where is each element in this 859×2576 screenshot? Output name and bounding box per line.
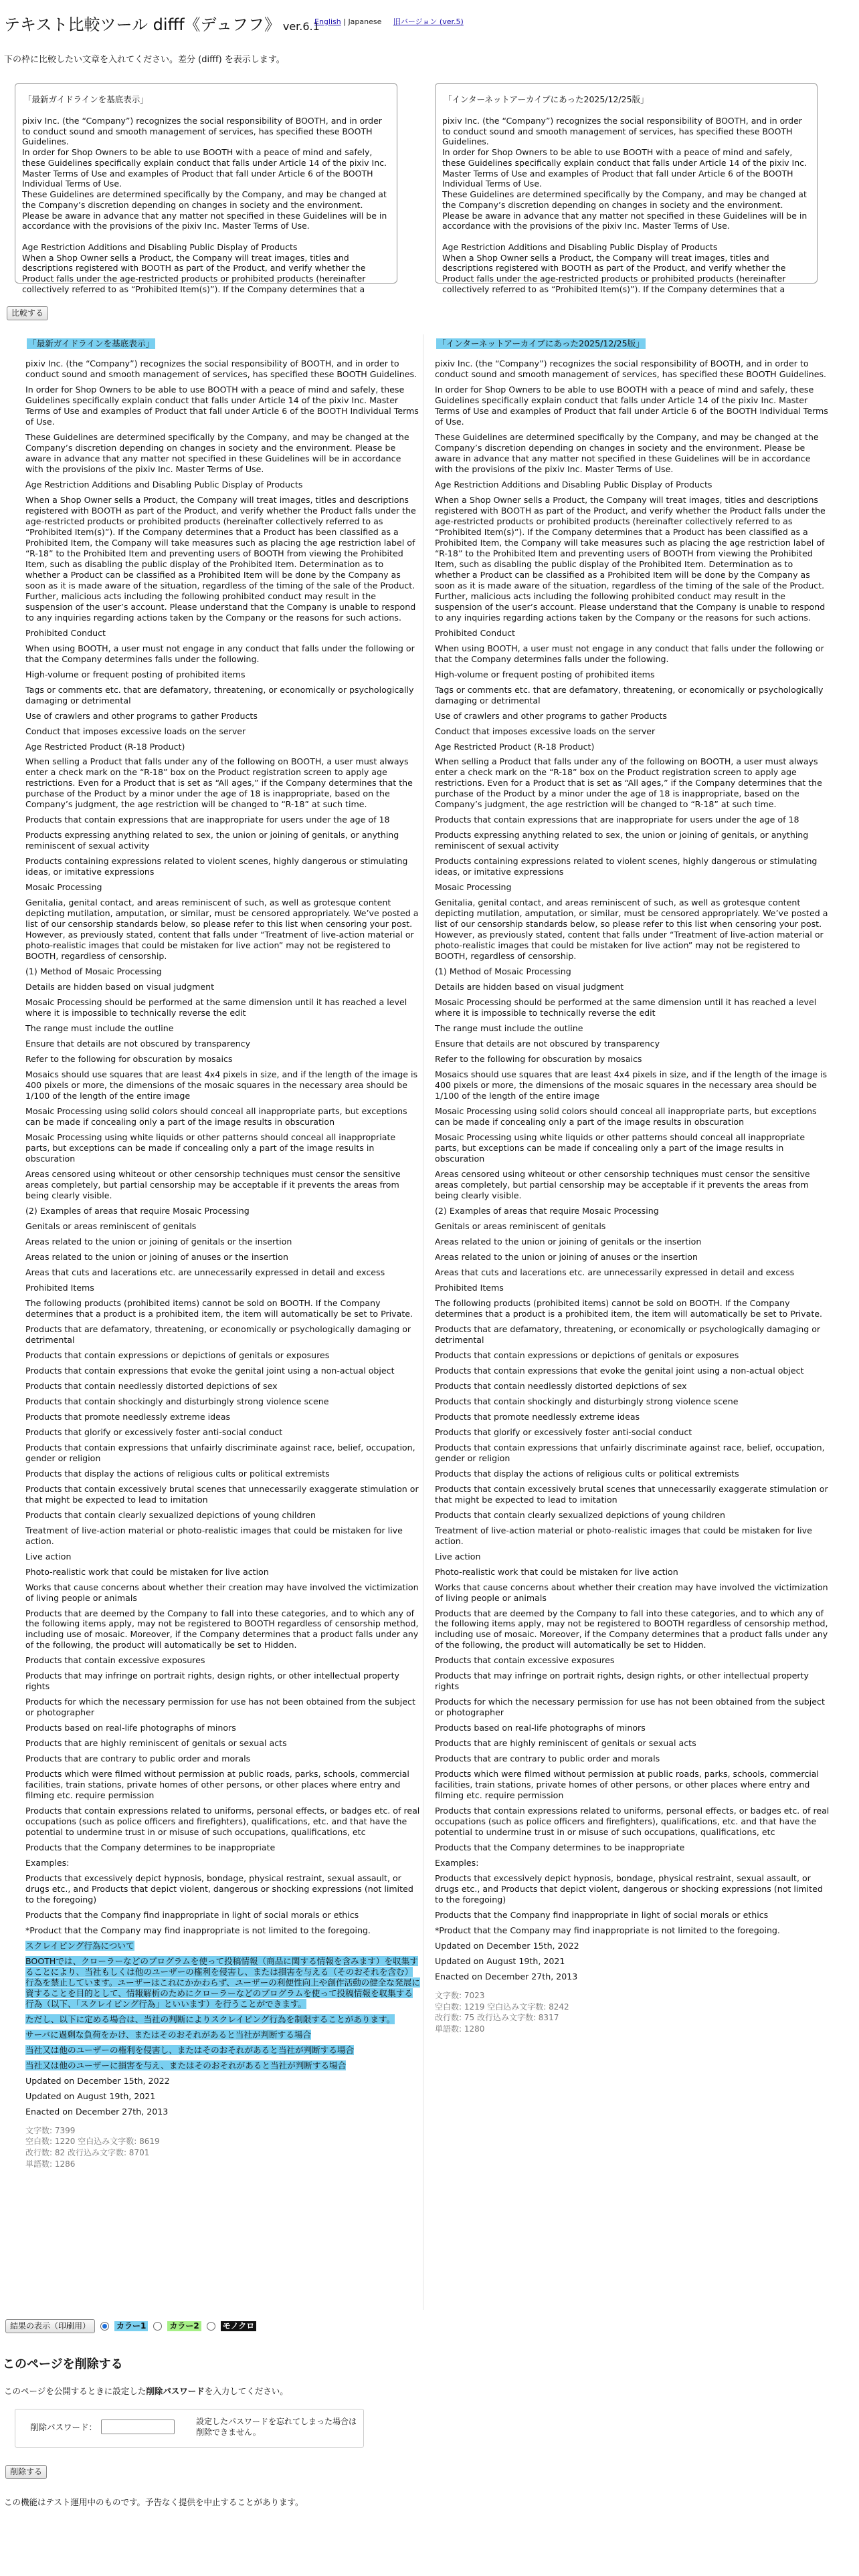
- diff-paragraph: Products that contain excessively brutal scenes that unnecessarily exaggerate stimulation or that might be expected to lead to imitation: [25, 1483, 419, 1505]
- diff-paragraph: Products that are defamatory, threatening, or economically or psychologically damaging or detrimental: [25, 1323, 411, 1345]
- lang-english-link[interactable]: English: [314, 17, 341, 26]
- diff-paragraph: In order for Shop Owners to be able to use BOOTH with a peace of mind and safely, these Guidelines specifically explain conduct that falls under Article 14 of the pixiv Inc. Master Terms of Use and examples of Product that fall under Article 6 of the BOOTH Individual Terms of Use.: [25, 384, 419, 427]
- diff-paragraph: Examples:: [25, 1858, 70, 1868]
- diff-paragraph: Conduct that imposes excessive loads on the server: [435, 726, 656, 736]
- stat-line: 文字数: 7399: [25, 2125, 76, 2135]
- diff-paragraph: When a Shop Owner sells a Product, the Company will treat images, titles and descriptions registered with BOOTH as part of the Product, and verify whether the Product falls under the age-restricted products or prohibited products (hereinafter collectively referred to as “Prohibited Item(s)”). If the Company determines that a Product has been classified as a Prohibited Item, the Company will take measures such as placing the age restriction label of “R-18” to the Prohibited Item and preventing users of BOOTH from viewing the Prohibited Item, such as disabling the public display of the Prohibited Item. Determination as to whether a Product can be classified as a Prohibited Item will be done by the Company as soon as it is made aware of the situation, regardless of the timing of the sale of the Product. Further, malicious acts including the following prohibited conduct may result in the suspension of the user’s account. Please understand that the Company is unable to respond to any inquiries regarding actions taken by the Company or the reasons for such actions.: [25, 494, 416, 623]
- left-tail: [25, 2076, 420, 2117]
- diff-paragraph: Mosaic Processing should be performed at the same dimension until it has reached a level where it is impossible to technically reverse the edit: [25, 997, 407, 1018]
- diff-paragraph: Ensure that details are not obscured by transparency: [25, 1039, 251, 1049]
- diff-paragraph: (1) Method of Mosaic Processing: [435, 966, 571, 977]
- diff-paragraph: Details are hidden based on visual judgment: [25, 982, 215, 992]
- right-input-text: pixiv Inc. (the “Company”) recognizes the social responsibility of BOOTH, and in order to conduct sound and smooth management of services, has specified these BOOTH Guidelines. In order for Shop Owners to be able to use BOOTH with a peace of mind and safely, these Guidelines specifically explain conduct that falls under Article 14 of the pixiv Inc. Master Terms of Use and examples of Product that fall under Article 6 of the BOOTH Individual Terms of Use. These Guidelines are determined specifically by the Company, and may be changed at the Company’s discretion depending on changes in society and the environment. Please be aware in advance that any matter not specified in these Guidelines will be in accordance with the provisions of the pixiv Inc. Master Terms of Use. Age Restriction Additions and Disabling Public Display of Products When a Shop Owner sells a Product, the Company will treat images, titles and descriptions registered with BOOTH as part of the Product, and verify whether the Product falls under the age-restricted products or prohibited products (hereinafter collectively referred to as “Prohibited Item(s)”). If the Company determines that a: [442, 115, 807, 294]
- diff-paragraph: Mosaic Processing: [435, 882, 512, 893]
- diff-paragraph: Photo-realistic work that could be mistaken for live action: [435, 1566, 678, 1577]
- diff-result: [13, 334, 840, 2310]
- diff-paragraph: Genitalia, genital contact, and areas reminiscent of such, as well as grotesque content depicting mutilation, amputation, or similar, must be censored appropriately. We’ve posted a list of our censorship standards below, so please refer to this list when censoring your post. However, as previously stated, content that falls under “Treatment of live-action material or photo-realistic images that could be mistaken for live action” may not be registered to BOOTH, regardless of censorship.: [435, 897, 828, 962]
- diff-paragraph: Products that contain expressions related to uniforms, personal effects, or badges etc. of real occupations (such as police officers and firefighters), qualifications, etc. and that have the potential to undermine trust in or misuse of such occupations, qualifications, etc: [25, 1806, 420, 1838]
- diff-paragraph: Products that contain shockingly and disturbingly strong violence scene: [435, 1396, 739, 1406]
- diff-paragraph: Products containing expressions related to violent scenes, highly dangerous or stimulating ideas, or imitative expressions: [25, 856, 408, 877]
- lang-japanese-current: Japanese: [348, 17, 382, 26]
- diff-paragraph: When using BOOTH, a user must not engage in any conduct that falls under the following or that the Company determines falls under the following.: [435, 643, 824, 664]
- diff-paragraph: Products that may infringe on portrait rights, design rights, or other intellectual property rights: [25, 1671, 399, 1692]
- left-input-text: pixiv Inc. (the “Company”) recognizes the social responsibility of BOOTH, and in order to conduct sound and smooth management of services, has specified these BOOTH Guidelines. In order for Shop Owners to be able to use BOOTH with a peace of mind and safely, these Guidelines specifically explain conduct that falls under Article 14 of the pixiv Inc. Master Terms of Use and examples of Product that fall under Article 6 of the BOOTH Individual Terms of Use. These Guidelines are determined specifically by the Company, and may be changed at the Company’s discretion depending on changes in society and the environment. Please be aware in advance that any matter not specified in these Guidelines will be in accordance with the provisions of the pixiv Inc. Master Terms of Use. Age Restriction Additions and Disabling Public Display of Products When a Shop Owner sells a Product, the Company will treat images, titles and descriptions registered with BOOTH as part of the Product, and verify whether the Product falls under the age-restricted products or prohibited products (hereinafter collectively referred to as “Prohibited Item(s)”). If the Company determines that a: [22, 115, 387, 294]
- delete-heading: このページを削除する: [3, 2357, 123, 2371]
- diff-paragraph: Products that contain needlessly distorted depictions of sex: [25, 1380, 278, 1391]
- diff-paragraph: Products that excessively depict hypnosis, bondage, physical restraint, sexual assault, or drugs etc., and Products that depict violent, dangerous or shocking expressions (not limited to the foregoing): [435, 1873, 823, 1905]
- diff-paragraph: Products that may infringe on portrait rights, design rights, or other intellectual property rights: [435, 1671, 809, 1692]
- diff-paragraph: Products that the Company find inappropriate in light of social morals or ethics: [435, 1910, 769, 1921]
- diff-paragraph: Products which were filmed without permission at public roads, parks, schools, commercial facilities, train stations, private homes of other persons, or other places where entry and filming etc. require permission: [435, 1769, 819, 1801]
- diff-paragraph: Areas related to the union or joining of anuses or the insertion: [25, 1251, 288, 1262]
- diff-paragraph: Mosaic Processing using white liquids or other patterns should conceal all inappropriate parts, but exceptions can be made if concealing only a part of the image results in obscuration: [435, 1132, 805, 1164]
- diff-paragraph: Mosaic Processing using white liquids or other patterns should conceal all inappropriate parts, but exceptions can be made if concealing only a part of the image results in obscuration: [25, 1132, 396, 1164]
- stat-line: 改行数: 82 改行込み文字数: 8701: [25, 2148, 150, 2157]
- diff-paragraph: Ensure that details are not obscured by transparency: [435, 1039, 660, 1049]
- stat-line: 文字数: 7023: [435, 1991, 485, 2001]
- right-common-paragraphs: [435, 358, 830, 1936]
- password-input[interactable]: [101, 2420, 175, 2434]
- diff-paragraph: (2) Examples of areas that require Mosaic Processing: [435, 1205, 659, 1216]
- diff-paragraph: *Product that the Company may find inappropriate is not limited to the foregoing.: [435, 1925, 780, 1936]
- diff-paragraph: Products that the Company determines to be inappropriate: [25, 1842, 276, 1853]
- diff-paragraph: Refer to the following for obscuration by mosaics: [25, 1054, 233, 1065]
- color1-label: カラー1: [114, 2321, 148, 2331]
- delete-description: [4, 2386, 288, 2397]
- diff-paragraph: Products that display the actions of religious cults or political extremists: [25, 1468, 330, 1479]
- diff-paragraph: Works that cause concerns about whether their creation may have involved the victimization of living people or animals: [25, 1582, 419, 1603]
- stat-line: 単語数: 1286: [25, 2159, 76, 2169]
- diff-paragraph: Products for which the necessary permission for use has not been obtained from the subject or photographer: [435, 1697, 825, 1718]
- diff-paragraph: Products expressing anything related to sex, the union or joining of genitals, or anything reminiscent of sexual activity: [435, 830, 809, 851]
- diff-paragraph: Products that excessively depict hypnosis, bondage, physical restraint, sexual assault, or drugs etc., and Products that depict violent, dangerous or shocking expressions (not limited to the foregoing): [25, 1873, 413, 1905]
- diff-paragraph: Areas related to the union or joining of genitals or the insertion: [25, 1236, 292, 1247]
- diff-paragraph: Photo-realistic work that could be mistaken for live action: [25, 1566, 269, 1577]
- right-input-label: 「インターネットアーカイブにあった2025/12/25版」: [444, 94, 649, 104]
- diff-paragraph: Works that cause concerns about whether their creation may have involved the victimization of living people or animals: [435, 1582, 828, 1603]
- diff-paragraph: Age Restricted Product (R-18 Product): [25, 741, 185, 752]
- diff-paragraph: When selling a Product that falls under any of the following on BOOTH, a user must always enter a check mark on the “R-18” box on the Product registration screen to apply age restrictions. Even for a Product that is set as “All ages,” if the Company determines that the purchase of the Product by a minor under the age of 18 is inappropriate, based on the Company’s judgment, the age restriction will be changed to “R-18” at such time.: [435, 756, 822, 810]
- added-paragraph: スクレイピング行為について: [25, 1941, 134, 1951]
- page-title: [4, 15, 320, 35]
- color2-radio[interactable]: [153, 2322, 162, 2331]
- language-switch: [314, 17, 464, 27]
- diff-paragraph: Products that contain expressions related to uniforms, personal effects, or badges etc. of real occupations (such as police officers and firefighters), qualifications, etc. and that have the potential to undermine trust in or misuse of such occupations, qualifications, etc: [435, 1806, 830, 1838]
- stat-line: 改行数: 75 改行込み文字数: 8317: [435, 2013, 559, 2023]
- diff-paragraph: Products that contain expressions that unfairly discriminate against race, belief, occupation, gender or religion: [435, 1442, 825, 1463]
- diff-paragraph: Treatment of live-action material or photo-realistic images that could be mistaken for live action.: [25, 1525, 403, 1546]
- diff-paragraph: Mosaic Processing using solid colors should conceal all inappropriate parts, but exceptions can be made if concealing only a part of the image results in obscuration: [435, 1106, 817, 1128]
- diff-paragraph: Products that display the actions of religious cults or political extremists: [435, 1468, 739, 1479]
- diff-paragraph: Products that contain expressions that are inappropriate for users under the age of 18: [435, 815, 799, 825]
- diff-paragraph: Refer to the following for obscuration by mosaics: [435, 1054, 642, 1065]
- diff-paragraph: Products based on real-life photographs of minors: [435, 1723, 646, 1733]
- diff-paragraph: Products based on real-life photographs of minors: [25, 1723, 236, 1733]
- diff-paragraph: Products that contain excessively brutal scenes that unnecessarily exaggerate stimulation or that might be expected to lead to imitation: [435, 1483, 828, 1505]
- diff-paragraph: Areas related to the union or joining of anuses or the insertion: [435, 1251, 698, 1262]
- diff-paragraph: Conduct that imposes excessive loads on the server: [25, 726, 246, 736]
- tail-line: Updated on December 15th, 2022: [435, 1941, 579, 1951]
- diff-paragraph: Prohibited Conduct: [435, 627, 515, 638]
- diff-paragraph: In order for Shop Owners to be able to use BOOTH with a peace of mind and safely, these Guidelines specifically explain conduct that falls under Article 14 of the pixiv Inc. Master Terms of Use and examples of Product that fall under Article 6 of the BOOTH Individual Terms of Use.: [435, 384, 828, 427]
- diff-paragraph: High-volume or frequent posting of prohibited items: [25, 669, 246, 679]
- diff-paragraph: pixiv Inc. (the “Company”) recognizes the social responsibility of BOOTH, and in order to conduct sound and smooth management of services, has specified these BOOTH Guidelines.: [25, 358, 417, 379]
- diff-paragraph: The following products (prohibited items) cannot be sold on BOOTH. If the Company determines that a product is a prohibited item, the item will automatically be set to Private.: [25, 1297, 413, 1319]
- app-title-text: テキスト比較ツール difff《デュフフ》: [4, 15, 280, 34]
- diff-paragraph: Products that contain needlessly distorted depictions of sex: [435, 1380, 687, 1391]
- diff-paragraph: The range must include the outline: [25, 1023, 174, 1034]
- color1-radio[interactable]: [100, 2322, 109, 2331]
- tail-line: Updated on December 15th, 2022: [25, 2075, 170, 2086]
- diff-paragraph: The range must include the outline: [435, 1023, 583, 1034]
- delete-desc-after: を入力してください。: [204, 2386, 288, 2396]
- display-options: [5, 2319, 256, 2333]
- stat-line: 空白数: 1219 空白込み文字数: 8242: [435, 2002, 569, 2012]
- diff-paragraph: When selling a Product that falls under any of the following on BOOTH, a user must always enter a check mark on the “R-18” box on the Product registration screen to apply age restrictions. Even for a Product that is set as “All ages,” if the Company determines that the purchase of the Product by a minor under the age of 18 is inappropriate, based on the Company’s judgment, the age restriction will be changed to “R-18” at such time.: [25, 756, 413, 810]
- added-paragraph: 当社又は他のユーザーの権利を侵害し、またはそのおそれがあると当社が判断する場合: [25, 2044, 355, 2055]
- diff-paragraph: Products that promote needlessly extreme ideas: [25, 1411, 231, 1422]
- diff-paragraph: Products that contain excessive exposures: [25, 1655, 205, 1666]
- diff-paragraph: Prohibited Items: [25, 1282, 94, 1293]
- left-result-column: [25, 334, 420, 2169]
- diff-paragraph: When using BOOTH, a user must not engage in any conduct that falls under the following or that the Company determines falls under the following.: [25, 643, 415, 664]
- tail-line: Updated on August 19th, 2021: [435, 1956, 565, 1967]
- right-result-title: 「インターネットアーカイブにあった2025/12/25版」: [438, 338, 644, 348]
- left-result-title: 「最新ガイドラインを基底表示」: [28, 338, 155, 348]
- diff-paragraph: These Guidelines are determined specifically by the Company, and may be changed at the Company’s discretion depending on changes in society and the environment. Please be aware in advance that any matter not specified in these Guidelines will be in accordance with the provisions of the pixiv Inc. Master Terms of Use.: [435, 431, 819, 474]
- old-version-link[interactable]: 旧バージョン (ver.5): [393, 17, 464, 26]
- diff-paragraph: Areas censored using whiteout or other censorship techniques must censor the sensitive areas completely, but partial censorship may be acceptable if it prevents the areas from being clearly visible.: [25, 1168, 401, 1200]
- delete-button[interactable]: 削除する: [5, 2465, 47, 2479]
- mono-label: モノクロ: [221, 2321, 257, 2331]
- diff-paragraph: Areas censored using whiteout or other censorship techniques must censor the sensitive areas completely, but partial censorship may be acceptable if it prevents the areas from being clearly visible.: [435, 1168, 810, 1200]
- password-label: 削除パスワード：: [30, 2422, 98, 2432]
- right-textarea[interactable]: [435, 83, 818, 294]
- compare-button[interactable]: 比較する: [7, 306, 48, 320]
- diff-paragraph: Products that contain expressions that are inappropriate for users under the age of 18: [25, 815, 390, 825]
- diff-paragraph: *Product that the Company may find inappropriate is not limited to the foregoing.: [25, 1925, 371, 1936]
- diff-paragraph: Products that are deemed by the Company to fall into these categories, and to which any of the following items apply, may not be registered to BOOTH regardless of censorship method, including use of mosaic. Moreover, if the Company determines that a product falls under any of the following, the product will automatically be set to Hidden.: [25, 1608, 419, 1650]
- diff-paragraph: Products that are highly reminiscent of genitals or sexual acts: [25, 1738, 287, 1749]
- added-paragraph: ただし、以下に定める場合は、当社の判断によりスクレイピング行為を制限することがあります。: [25, 2014, 395, 2025]
- diff-paragraph: Use of crawlers and other programs to gather Products: [435, 710, 667, 721]
- diff-paragraph: These Guidelines are determined specifically by the Company, and may be changed at the Company’s discretion depending on changes in society and the environment. Please be aware in advance that any matter not specified in these Guidelines will be in accordance with the provisions of the pixiv Inc. Master Terms of Use.: [25, 431, 409, 474]
- tail-line: Updated on August 19th, 2021: [25, 2090, 156, 2101]
- diff-paragraph: High-volume or frequent posting of prohibited items: [435, 669, 655, 679]
- left-common-paragraphs: [25, 358, 420, 1936]
- diff-paragraph: Tags or comments etc. that are defamatory, threatening, or economically or psychologically damaging or detrimental: [435, 684, 824, 706]
- diff-paragraph: Mosaic Processing: [25, 882, 102, 893]
- diff-paragraph: Age Restriction Additions and Disabling Public Display of Products: [435, 479, 712, 490]
- diff-paragraph: Products that contain clearly sexualized depictions of young children: [25, 1509, 316, 1520]
- diff-paragraph: Details are hidden based on visual judgment: [435, 982, 624, 992]
- diff-paragraph: Products that contain expressions that evoke the genital joint using a non-actual object: [25, 1365, 395, 1376]
- diff-paragraph: (2) Examples of areas that require Mosaic Processing: [25, 1205, 250, 1216]
- diff-paragraph: Products that are contrary to public order and morals: [435, 1753, 660, 1764]
- tail-line: Enacted on December 27th, 2013: [25, 2106, 169, 2117]
- diff-paragraph: Products that the Company find inappropriate in light of social morals or ethics: [25, 1910, 359, 1921]
- diff-paragraph: Products that contain expressions or depictions of genitals or exposures: [435, 1350, 739, 1360]
- diff-paragraph: Products that promote needlessly extreme ideas: [435, 1411, 640, 1422]
- diff-paragraph: Products that contain clearly sexualized depictions of young children: [435, 1509, 725, 1520]
- diff-paragraph: Mosaic Processing using solid colors should conceal all inappropriate parts, but exceptions can be made if concealing only a part of the image results in obscuration: [25, 1106, 407, 1128]
- diff-paragraph: Products that are contrary to public order and morals: [25, 1753, 251, 1764]
- version-label: ver.6.1: [282, 20, 320, 33]
- right-result-column: [435, 334, 830, 2034]
- password-note: 設定したパスワードを忘れてしまった場合は削除できません。: [196, 2417, 357, 2438]
- left-added-paragraphs: [25, 1941, 420, 2071]
- print-result-button[interactable]: 結果の表示（印刷用）: [5, 2319, 95, 2333]
- header: [0, 0, 859, 43]
- mono-radio[interactable]: [207, 2322, 215, 2331]
- diff-paragraph: pixiv Inc. (the “Company”) recognizes the social responsibility of BOOTH, and in order to conduct sound and smooth management of services, has specified these BOOTH Guidelines.: [435, 358, 827, 379]
- diff-paragraph: Products that contain expressions or depictions of genitals or exposures: [25, 1350, 330, 1360]
- diff-paragraph: When a Shop Owner sells a Product, the Company will treat images, titles and descriptions registered with BOOTH as part of the Product, and verify whether the Product falls under the age-restricted products or prohibited products (hereinafter collectively referred to as “Prohibited Item(s)”). If the Company determines that a Product has been classified as a Prohibited Item, the Company will take measures such as placing the age restriction label of “R-18” to the Prohibited Item and preventing users of BOOTH from viewing the Prohibited Item, such as disabling the public display of the Prohibited Item. Determination as to whether a Product can be classified as a Prohibited Item will be done by the Company as soon as it is made aware of the situation, regardless of the timing of the sale of the Product. Further, malicious acts including the following prohibited conduct may result in the suspension of the user’s account. Please understand that the Company is unable to respond to any inquiries regarding actions taken by the Company or the reasons for such actions.: [435, 494, 826, 623]
- diff-paragraph: Mosaic Processing should be performed at the same dimension until it has reached a level where it is impossible to technically reverse the edit: [435, 997, 817, 1018]
- diff-paragraph: Age Restricted Product (R-18 Product): [435, 741, 595, 752]
- diff-paragraph: Areas related to the union or joining of genitals or the insertion: [435, 1236, 702, 1247]
- diff-paragraph: Products that the Company determines to be inappropriate: [435, 1842, 685, 1853]
- added-paragraph: BOOTHでは、クローラーなどのプログラムを使って投稿情報（商品に関する情報を含みます）を収集することにより、当社もしくは他のユーザーの権利を侵害し、または損害を与える（そのおそれを含む）行為を禁止しています。ユーザーはこれにかかわらず、ユーザーの利便性向上や創作活動の健全な発展に資することを目的として、情報解析のためにクローラーなどのプログラムを使って投稿情報を収集する行為（以下、「スクレイピング行為」といいます）を行うことができます。: [25, 1956, 420, 2010]
- diff-paragraph: Live action: [25, 1551, 72, 1562]
- diff-paragraph: Prohibited Conduct: [25, 627, 106, 638]
- diff-paragraph: Genitals or areas reminiscent of genitals: [435, 1220, 606, 1231]
- diff-paragraph: Products containing expressions related to violent scenes, highly dangerous or stimulating ideas, or imitative expressions: [435, 856, 818, 877]
- diff-paragraph: Products that are deemed by the Company to fall into these categories, and to which any of the following items apply, may not be registered to BOOTH regardless of censorship method, including use of mosaic. Moreover, if the Company determines that a product falls under any of the following, the product will automatically be set to Hidden.: [435, 1608, 828, 1650]
- color2-label: カラー2: [167, 2321, 201, 2331]
- left-input-label: 「最新ガイドラインを基底表示」: [23, 94, 149, 104]
- diff-paragraph: Products that glorify or excessively foster anti-social conduct: [25, 1426, 283, 1437]
- diff-paragraph: Examples:: [435, 1858, 479, 1868]
- diff-paragraph: (1) Method of Mosaic Processing: [25, 966, 162, 977]
- diff-paragraph: Products that contain expressions that unfairly discriminate against race, belief, occupation, gender or religion: [25, 1442, 415, 1463]
- diff-paragraph: Live action: [435, 1551, 481, 1562]
- diff-paragraph: Products that glorify or excessively foster anti-social conduct: [435, 1426, 692, 1437]
- stat-line: 単語数: 1280: [435, 2024, 485, 2034]
- lang-separator: |: [341, 17, 349, 26]
- diff-paragraph: Products which were filmed without permission at public roads, parks, schools, commercial facilities, train stations, private homes of other persons, or other places where entry and filming etc. require permission: [25, 1769, 409, 1801]
- added-paragraph: サーバに過剰な負荷をかけ、またはそのおそれがあると当社が判断する場合: [25, 2030, 312, 2040]
- footer-note: この機能はテスト運用中のものです。予告なく提供を中止することがあります。: [4, 2497, 304, 2507]
- diff-paragraph: Mosaics should use squares that are least 4x4 pixels in size, and if the length of the image is 400 pixels or more, the dimensions of the mosaic squares in the necessary area should be 1/100 of the length of the entire image: [435, 1069, 828, 1101]
- tail-line: Enacted on December 27th, 2013: [435, 1971, 578, 1982]
- diff-paragraph: Products that contain shockingly and disturbingly strong violence scene: [25, 1396, 329, 1406]
- diff-paragraph: Use of crawlers and other programs to gather Products: [25, 710, 258, 721]
- delete-form: [15, 2409, 364, 2448]
- diff-paragraph: Age Restriction Additions and Disabling Public Display of Products: [25, 479, 303, 490]
- right-tail: [435, 1941, 830, 1982]
- diff-paragraph: Products that contain expressions that evoke the genital joint using a non-actual object: [435, 1365, 804, 1376]
- diff-paragraph: Areas that cuts and lacerations etc. are unnecessarily expressed in detail and excess: [435, 1267, 795, 1277]
- diff-paragraph: Genitals or areas reminiscent of genitals: [25, 1220, 197, 1231]
- delete-desc-bold: 削除パスワード: [146, 2386, 205, 2396]
- diff-paragraph: Treatment of live-action material or photo-realistic images that could be mistaken for live action.: [435, 1525, 812, 1546]
- right-stats: [435, 1990, 830, 2034]
- diff-paragraph: Mosaics should use squares that are least 4x4 pixels in size, and if the length of the image is 400 pixels or more, the dimensions of the mosaic squares in the necessary area should be 1/100 of the length of the entire image: [25, 1069, 418, 1101]
- diff-paragraph: Products that are defamatory, threatening, or economically or psychologically damaging or detrimental: [435, 1323, 821, 1345]
- diff-paragraph: Products expressing anything related to sex, the union or joining of genitals, or anything reminiscent of sexual activity: [25, 830, 399, 851]
- diff-paragraph: Genitalia, genital contact, and areas reminiscent of such, as well as grotesque content depicting mutilation, amputation, or similar, must be censored appropriately. We’ve posted a list of our censorship standards below, so please refer to this list when censoring your post. However, as previously stated, content that falls under “Treatment of live-action material or photo-realistic images that could be mistaken for live action” may not be registered to BOOTH, regardless of censorship.: [25, 897, 419, 962]
- diff-paragraph: Tags or comments etc. that are defamatory, threatening, or economically or psychologically damaging or detrimental: [25, 684, 414, 706]
- diff-paragraph: The following products (prohibited items) cannot be sold on BOOTH. If the Company determines that a product is a prohibited item, the item will automatically be set to Private.: [435, 1297, 823, 1319]
- input-area: [15, 83, 822, 294]
- diff-paragraph: Prohibited Items: [435, 1282, 504, 1293]
- diff-paragraph: Products for which the necessary permission for use has not been obtained from the subject or photographer: [25, 1697, 415, 1718]
- diff-paragraph: Areas that cuts and lacerations etc. are unnecessarily expressed in detail and excess: [25, 1267, 385, 1277]
- diff-paragraph: Products that are highly reminiscent of genitals or sexual acts: [435, 1738, 696, 1749]
- left-textarea[interactable]: [15, 83, 397, 294]
- diff-paragraph: Products that contain excessive exposures: [435, 1655, 615, 1666]
- added-paragraph: 当社又は他のユーザーに損害を与え、またはそのおそれがあると当社が判断する場合: [25, 2060, 347, 2070]
- stat-line: 空白数: 1220 空白込み文字数: 8619: [25, 2137, 160, 2147]
- delete-desc-before: このページを公開するときに設定した: [4, 2386, 147, 2396]
- intro-text: 下の枠に比較したい文章を入れてください。差分 (difff) を表示します。: [4, 55, 285, 65]
- left-stats: [25, 2125, 420, 2169]
